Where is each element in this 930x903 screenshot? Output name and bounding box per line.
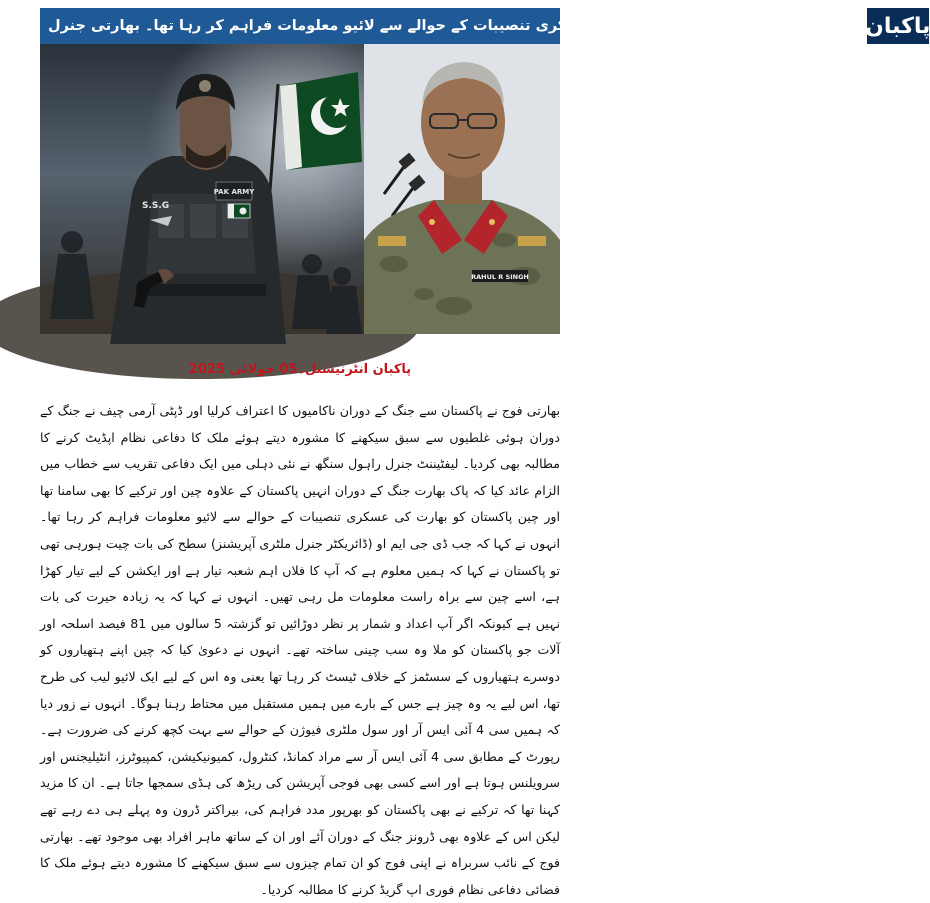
soldiers-illustration: [40, 44, 364, 334]
article-body: [40, 398, 560, 903]
header-bar: [40, 8, 930, 44]
article-paragraph: بھارتی فوج نے پاکستان سے جنگ کے دوران ناکامیوں کا اعتراف کرلیا اور ڈپٹی آرمی چیف نے جنگ کے دوران ہوئی غلطیوں سے سبق سیکھنے کا مشورہ دیتے ہوئے ملک کا دفاعی نظام اپڈیٹ کرنے کا مطالبہ بھی کردیا۔ لیفٹیننٹ جنرل راہول سنگھ نے نئی دہلی میں ایک دفاعی تقریب سے خطاب میں الزام عائد کیا کہ پاک بھارت جنگ کے دوران انہیں پاکستان کے علاوہ چین اور ترکیے کا بھی سامنا تھا اور چین پاکستان کو بھارت کی عسکری تنصیبات کے حوالے سے لائیو معلومات فراہم کر رہا تھا۔ انہوں نے کہا کہ جب ڈی جی ایم او (ڈائریکٹر جنرل ملٹری آپریشنز) سطح کی بات چیت ہورہی تھی تو پاکستان نے کہا کہ ہمیں معلوم ہے کہ آپ کا فلاں اہم شعبہ تیار ہے اور ایکشن کے لیے تیار کھڑا ہے، اسے چین سے براہ راست معلومات مل رہی تھیں۔ انہوں نے کہا کہ یہ زیادہ حیرت کی بات نہیں ہے کیونکہ اگر آپ اعداد و شمار پر نظر دوڑائیں تو گزشتہ 5 سالوں میں 81 فیصد اسلحہ اور آلات جو پاکستان کو ملا وہ سب چینی ساختہ تھے۔ انہوں نے دعویٰ کیا کہ چین اپنے ہتھیاروں کو دوسرے ہتھیاروں کے سسٹمز کے خلاف ٹیسٹ کر رہا تھا یعنی وہ اس کے لیے ایک لائیو لیب کی طرح تھا، اس لیے یہ وہ چیز ہے جس کے بارے میں ہمیں مستقبل میں محتاط رہنا ہوگا۔ انہوں نے زور دیا کہ ہمیں سی 4 آئی ایس آر اور سول ملٹری فیوژن کے حوالے سے بہت کچھ کرنے کی ضرورت ہے۔ رپورٹ کے مطابق سی 4 آئی ایس آر سے مراد کمانڈ، کنٹرول، کمیونیکیشن، کمپیوٹرز، انٹیلیجنس اور سرویلنس ہوتا ہے اور اسے کسی بھی فوجی آپریشن کی ریڑھ کی ہڈی سمجھا جاتا ہے۔ ان کا مزید کہنا تھا کہ ترکیے نے بھی پاکستان کو بھرپور مدد فراہم کی، بیراکتر ڈرون وہ پہلے ہی دے رہے تھے لیکن اس کے علاوہ بھی ڈرونز جنگ کے دوران آئے اور ان کے ساتھ ماہر افراد بھی موجود تھے۔ بھارتی فوج کے نائب سربراہ نے اپنی فوج کو ان تمام چیزوں سے سبق سیکھنے کا مشورہ دیتے ہوئے ملک کا فضائی دفاعی نظام فوری اپ گریڈ کرنے کا مطالبہ کردیا۔: [40, 403, 561, 897]
general-portrait-image: [364, 44, 560, 334]
dateline: پاکبان انٹرنیشنل۔05 جولائی 2025: [188, 362, 412, 377]
brand-logo: پاکبان: [865, 8, 929, 44]
ssg-shoulder-text: S.S.G: [142, 201, 170, 211]
general-portrait: [364, 44, 560, 334]
pak-army-patch: PAK ARMY: [213, 188, 255, 196]
nameplate-text: RAHUL R SINGH: [471, 273, 529, 281]
headline: جنگ میں چین پاکستان کو بھارت کی عسکری تنصیبات کے حوالے سے لائیو معلومات فراہم کر رہا تھا۔ بھارتی جنرل: [48, 18, 857, 34]
soldiers-image: [40, 44, 364, 334]
